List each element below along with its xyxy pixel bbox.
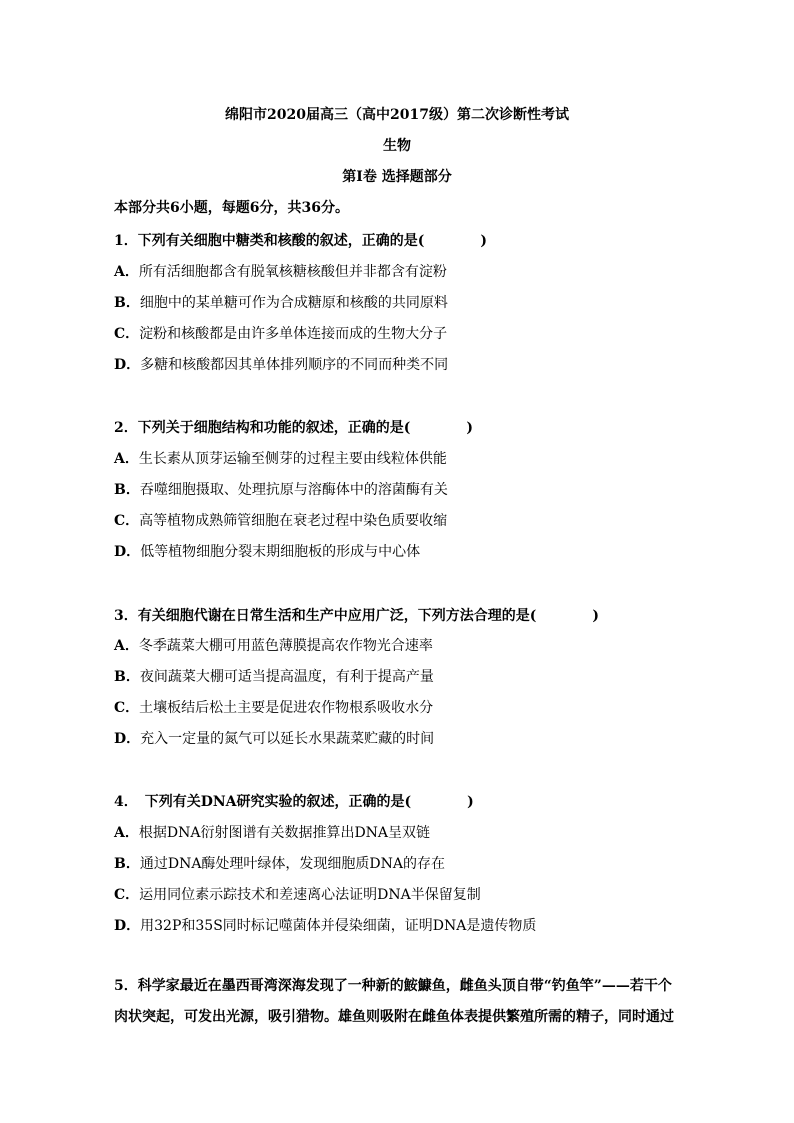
question-4-option-b	[114, 853, 445, 873]
exam-title: 绵阳市2020届高三（高中2017级）第二次诊断性考试	[225, 107, 569, 123]
option-letter: A．	[114, 451, 139, 467]
subject-title: 生物	[383, 138, 411, 154]
option-letter: D．	[114, 544, 141, 560]
question-1-stem: 1．下列有关细胞中糖类和核酸的叙述，正确的是( )	[114, 233, 487, 249]
question-3-option-a	[114, 635, 433, 655]
question-5-stem: 5．科学家最近在墨西哥湾深海发现了一种新的鮟鱇鱼，雌鱼头顶自带“钓鱼竿”——若干个肉状突起，可发出光源，吸引猎物。雄鱼则吸附在雌鱼体表提供繁殖所需的精子，同时通过	[114, 978, 674, 1025]
option-text: 运用同位素示踪技术和差速离心法证明DNA半保留复制	[139, 887, 481, 903]
option-text: 淀粉和核酸都是由许多单体连接而成的生物大分子	[139, 326, 448, 342]
option-letter: D．	[114, 731, 141, 747]
option-text: 充入一定量的氮气可以延长水果蔬菜贮藏的时间	[140, 731, 435, 747]
option-text: 细胞中的某单糖可作为合成糖原和核酸的共同原料	[139, 295, 448, 311]
question-2-option-a	[114, 448, 447, 468]
question-4-option-c	[114, 884, 481, 904]
question-1-option-c	[114, 323, 447, 343]
question-1-option-b	[114, 292, 448, 312]
question-1-option-d	[114, 354, 448, 374]
option-text: 吞噬细胞摄取、处理抗原与溶酶体中的溶菌酶有关	[139, 482, 448, 498]
option-text: 根据DNA衍射图谱有关数据推算出DNA呈双链	[138, 825, 431, 841]
question-2-option-d	[114, 541, 420, 561]
question-3-stem: 3．有关细胞代谢在日常生活和生产中应用广泛，下列方法合理的是( )	[114, 608, 599, 624]
option-letter: A．	[114, 264, 139, 280]
option-text: 高等植物成熟筛管细胞在衰老过程中染色质要收缩	[139, 513, 448, 529]
option-letter: B．	[114, 295, 140, 311]
option-letter: C．	[114, 326, 140, 342]
option-text: 土壤板结后松土主要是促进农作物根系吸收水分	[139, 700, 434, 716]
option-text: 生长素从顶芽运输至侧芽的过程主要由线粒体供能	[138, 451, 447, 467]
option-letter: C．	[114, 700, 140, 716]
option-letter: B．	[114, 669, 140, 685]
option-letter: A．	[114, 638, 139, 654]
option-text: 所有活细胞都含有脱氧核糖核酸但并非都含有淀粉	[138, 264, 447, 280]
question-3-option-c	[114, 697, 433, 717]
option-text: 多糖和核酸都因其单体排列顺序的不同而种类不同	[140, 357, 449, 373]
question-4-option-d	[114, 915, 536, 935]
option-text: 低等植物细胞分裂末期细胞板的形成与中心体	[140, 544, 421, 560]
question-2-option-b	[114, 479, 448, 499]
question-2-option-c	[114, 510, 447, 530]
option-letter: D．	[114, 357, 141, 373]
option-text: 通过DNA酶处理叶绿体，发现细胞质DNA的存在	[139, 856, 446, 872]
option-letter: C．	[114, 887, 140, 903]
question-2-stem: 2．下列关于细胞结构和功能的叙述，正确的是( )	[114, 420, 473, 436]
question-4-option-a	[114, 822, 430, 842]
question-3-option-b	[114, 666, 434, 686]
question-1-option-a	[114, 261, 447, 281]
question-4-stem: 4． 下列有关DNA研究实验的叙述，正确的是( )	[114, 794, 474, 810]
option-text: 夜间蔬菜大棚可适当提高温度，有利于提高产量	[139, 669, 434, 685]
option-letter: D．	[114, 918, 141, 934]
option-text: 冬季蔬菜大棚可用蓝色薄膜提高农作物光合速率	[138, 638, 433, 654]
option-letter: B．	[114, 482, 140, 498]
option-text: 用32P和35S同时标记噬菌体并侵染细菌，证明DNA是遗传物质	[140, 918, 537, 934]
option-letter: A．	[114, 825, 139, 841]
question-3-option-d	[114, 728, 434, 748]
option-letter: B．	[114, 856, 140, 872]
section-intro: 本部分共6小题，每题6分，共36分。	[114, 200, 349, 216]
section-title: 第Ⅰ卷 选择题部分	[342, 169, 452, 185]
option-letter: C．	[114, 513, 140, 529]
